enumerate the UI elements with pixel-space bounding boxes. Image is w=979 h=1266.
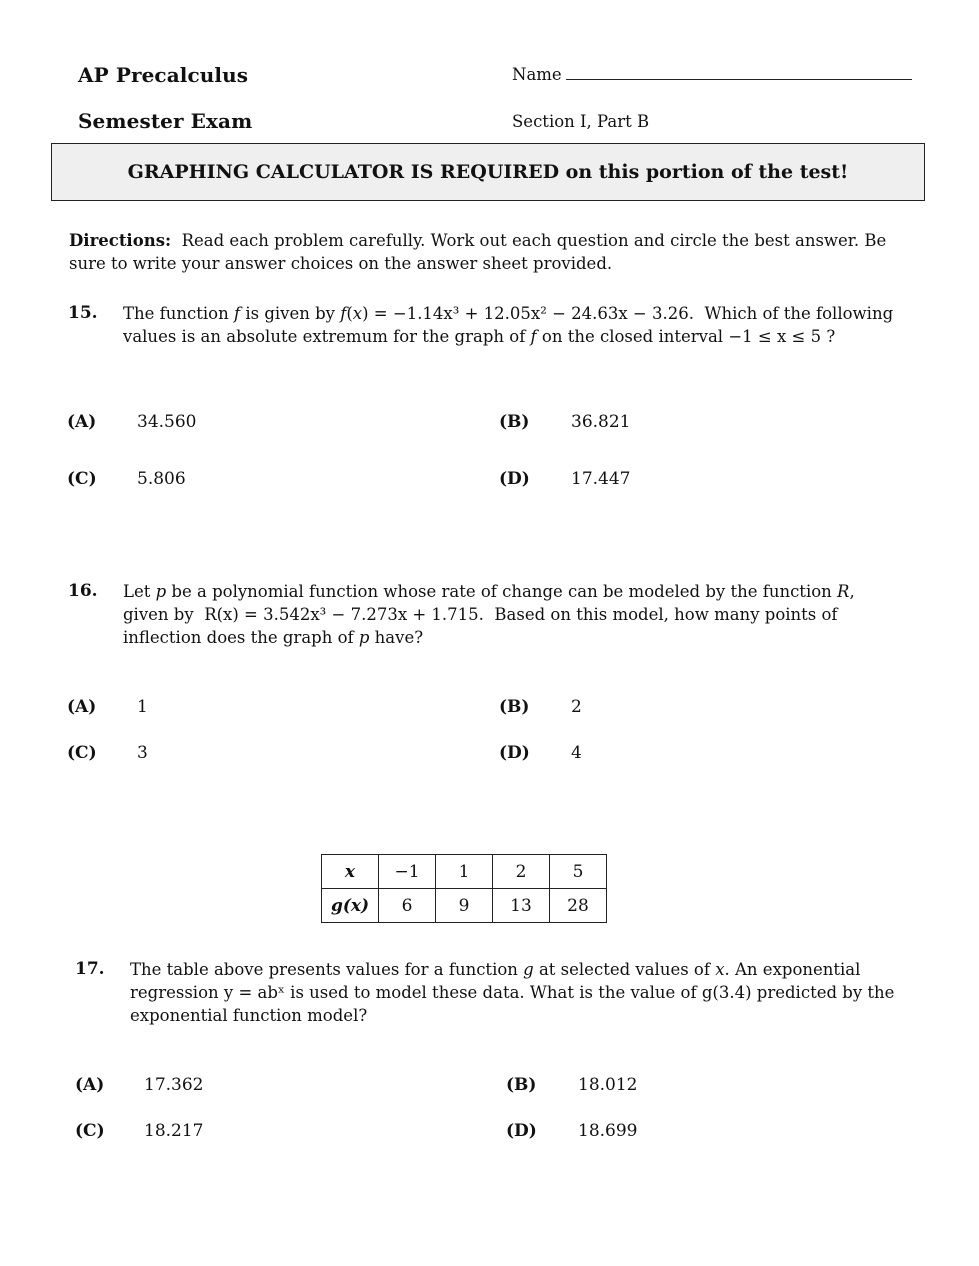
choice-letter: (A) — [67, 412, 97, 432]
section-label: Section I, Part B — [512, 112, 650, 131]
banner-text: GRAPHING CALCULATOR IS REQUIRED on this portion of the test! — [127, 161, 849, 183]
choice-letter: (A) — [75, 1075, 105, 1095]
table-cell: 1 — [436, 855, 493, 889]
choice-letter: (C) — [75, 1121, 105, 1141]
choice-value[interactable]: 4 — [571, 743, 582, 763]
choice-letter: (D) — [499, 743, 530, 763]
choice-letter: (B) — [499, 697, 530, 717]
table-row — [322, 855, 607, 889]
choice-value[interactable]: 18.217 — [144, 1121, 204, 1141]
table-cell: 13 — [493, 889, 550, 923]
table-cell: −1 — [379, 855, 436, 889]
choice-value[interactable]: 18.699 — [578, 1121, 638, 1141]
question-number: 16. — [68, 581, 98, 601]
question-number: 15. — [68, 303, 98, 323]
directions-label: Directions: — [69, 231, 172, 250]
table-cell: 5 — [550, 855, 607, 889]
question-16-text: Let p be a polynomial function whose rate of change can be modeled by the function R, given by R(x) = 3.542x³ − 7.273x + 1.715. Based on this model, how many points of inflection does the graph of p have? — [123, 582, 855, 647]
choice-letter: (A) — [67, 697, 97, 717]
choice-value[interactable]: 1 — [137, 697, 148, 717]
q15-polynomial: = −1.14x³ + 12.05x² − 24.63x − 3.26. — [373, 304, 694, 323]
choice-letter: (B) — [499, 412, 530, 432]
q15-interval: −1 ≤ x ≤ 5 ? — [728, 327, 836, 346]
name-field[interactable] — [512, 65, 912, 84]
calculator-required-banner — [51, 143, 925, 201]
q17-eval: g(3.4) — [701, 983, 752, 1002]
table-cell: 6 — [379, 889, 436, 923]
table-cell: 2 — [493, 855, 550, 889]
table-header-g: g(x) — [322, 889, 379, 923]
directions — [69, 229, 909, 275]
choice-letter: (D) — [506, 1121, 537, 1141]
name-blank-line[interactable] — [566, 66, 912, 80]
choice-letter: (D) — [499, 469, 530, 489]
question-number: 17. — [75, 959, 105, 979]
exam-title: Semester Exam — [78, 109, 253, 133]
table-cell: 28 — [550, 889, 607, 923]
choice-value[interactable]: 3 — [137, 743, 148, 763]
question-17-text: The table above presents values for a function g at selected values of x. An exponential regression y = abˣ is used to model these data. What is the value of g(3.4) predicted by the exponential function model? — [130, 960, 895, 1025]
values-table-wrapper — [321, 854, 607, 923]
choice-value[interactable]: 18.012 — [578, 1075, 638, 1095]
course-title: AP Precalculus — [78, 63, 249, 87]
choice-value[interactable]: 5.806 — [137, 469, 186, 489]
name-label: Name — [512, 65, 562, 84]
choice-value[interactable]: 2 — [571, 697, 582, 717]
choice-letter: (B) — [506, 1075, 537, 1095]
q16-model: R(x) = 3.542x³ − 7.273x + 1.715. — [204, 605, 484, 624]
table-cell: 9 — [436, 889, 493, 923]
choice-value[interactable]: 17.447 — [571, 469, 631, 489]
table-header-x: x — [322, 855, 379, 889]
choice-value[interactable]: 34.560 — [137, 412, 197, 432]
choice-value[interactable]: 17.362 — [144, 1075, 204, 1095]
choice-value[interactable]: 36.821 — [571, 412, 631, 432]
values-table — [321, 854, 607, 923]
q17-regression: y = abˣ — [223, 983, 285, 1002]
choice-letter: (C) — [67, 469, 97, 489]
directions-text: Read each problem carefully. Work out each question and circle the best answer. Be sure to write your answer choices on the answer sheet provided. — [69, 231, 887, 273]
question-15-text: The function f is given by f(x) = −1.14x³ + 12.05x² − 24.63x − 3.26. Which of the following values is an absolute extremum for the graph of f on the closed interval −1 ≤ x ≤ 5 ? — [123, 304, 894, 346]
choice-letter: (C) — [67, 743, 97, 763]
table-row — [322, 889, 607, 923]
